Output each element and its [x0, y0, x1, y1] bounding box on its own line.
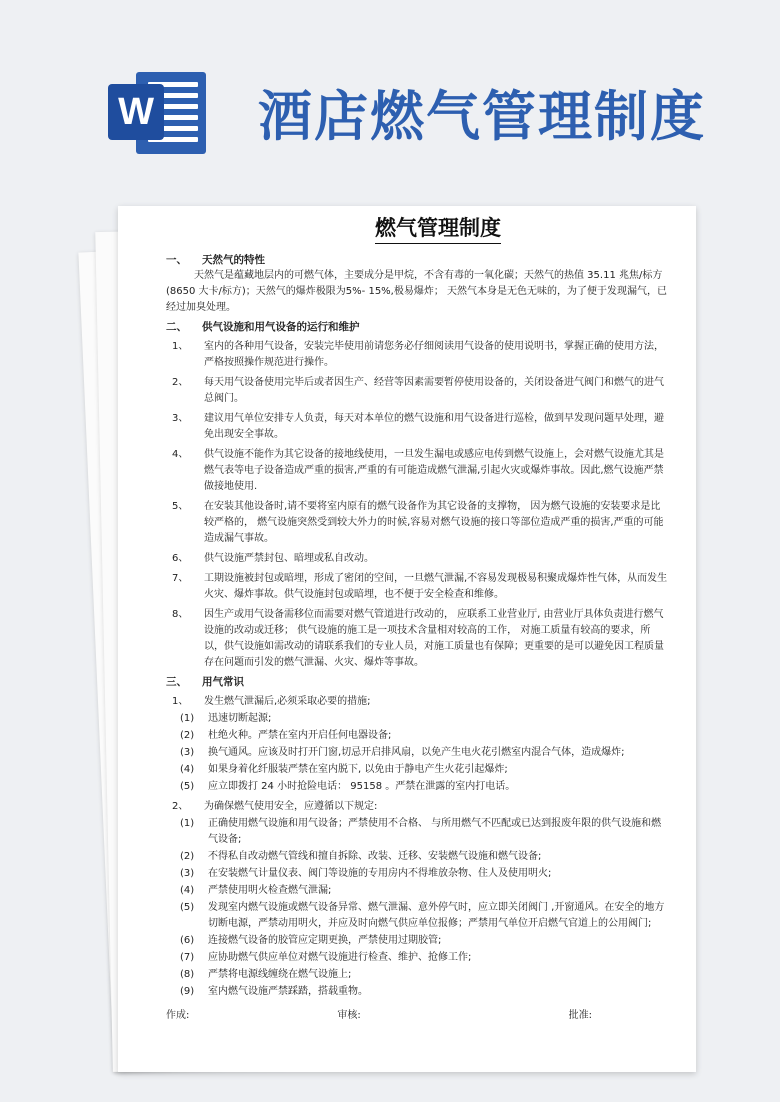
list-item: 3、 建议用气单位安排专人负责，每天对本单位的燃气设施和用气设备进行巡检，做到早发现问题早处理，避免出现安全事故。 [172, 413, 664, 440]
list-item: 4、 供气设施不能作为其它设备的接地线使用，一旦发生漏电或感应电传到燃气设施上，会对燃气设施尤其是燃气表等电子设备造成严重的损害,严重的有可能造成燃气泄漏,引起火灾或爆炸事故。因此,燃气设施严禁做接地使用. [172, 449, 664, 492]
document-page [118, 206, 696, 1072]
list-item: 6、 供气设施严禁封包、暗埋或私自改动。 [172, 553, 374, 564]
author-label: 作成: [166, 1010, 190, 1021]
list-item: 2、 为确保燃气使用安全，应遵循以下规定: [172, 801, 378, 812]
sub-item: (2) 杜绝火种。严禁在室内开启任何电器设备; [180, 730, 392, 741]
sub-item: (4) 如果身着化纤服装严禁在室内脱下, 以免由于静电产生火花引起爆炸; [180, 764, 508, 775]
sub-item: (1) 迅速切断起源; [180, 713, 272, 724]
list-item: 2、 每天用气设备使用完毕后或者因生产、经营等因素需要暂停使用设备的，关闭设备进气阀门和燃气的进气总阀门。 [172, 377, 664, 404]
list-item: 8、 因生产或用气设备需移位而需要对燃气管道进行改动的， 应联系工业营业厅, 由营业厅具体负责进行燃气设施的改动或迁移； 供气设施的施工是一项技术含量相对较高的工作， 对施工质量有较高的要求，所以，供气设施如需改动的请联系我们的专业人员，对施工质量也有保障；更重要的是可以避免因工程质量存在问题而引发的燃气泄漏、火灾、爆炸等事故。 [172, 609, 664, 668]
section-heading: 二、 供气设施和用气设备的运行和维护 [166, 321, 360, 333]
list-item: 7、 工期设施被封包或暗埋，形成了密闭的空间，一旦燃气泄漏,不容易发现极易积聚成爆炸性气体，从而发生火灾、爆炸事故。供气设施封包或暗埋，也不便于安全检查和维修。 [172, 573, 668, 600]
banner [0, 0, 780, 200]
sub-item: (4) 严禁使用明火检查燃气泄漏; [180, 885, 332, 896]
document-title: 燃气管理制度 [166, 220, 670, 236]
approve-label: 批准: [568, 1010, 593, 1021]
section-heading: 三、 用气常识 [166, 676, 244, 688]
sub-item: (1) 正确使用燃气设施和用气设备；严禁使用不合格、 与所用燃气不匹配或已达到报废年限的供气设施和燃气设备; [180, 818, 662, 845]
sub-item: (8) 严禁将电源线缠绕在燃气设施上; [180, 969, 352, 980]
signature-footer [166, 1008, 670, 1024]
list-item: 1、 发生燃气泄漏后,必须采取必要的措施; [172, 696, 371, 707]
sub-item: (5) 应立即拨打 24 小时抢险电话： 95158 。严禁在泄露的室内打电话。 [180, 781, 516, 792]
word-logo-letter: W [108, 84, 164, 140]
sub-item: (9) 室内燃气设施严禁踩踏，搭载重物。 [180, 986, 368, 997]
section-heading: 一、 天然气的特性 [166, 254, 265, 266]
sub-item: (3) 换气通风。应该及时打开门窗,切忌开启排风扇，以免产生电火花引燃室内混合气体，造成爆炸; [180, 747, 625, 758]
list-item: 5、 在安装其他设备时,请不要将室内原有的燃气设备作为其它设备的支撑物， 因为燃气设施的安装要求是比较严格的， 燃气设施突然受到较大外力的时候,容易对燃气设施的接口等部位造成严重的损害,严重的可能造成漏气事故。 [172, 501, 664, 544]
sub-item: (2) 不得私自改动燃气管线和擅自拆除、改装、迁移、安装燃气设施和燃气设备; [180, 851, 542, 862]
sub-item: (3) 在安装燃气计量仪表、阀门等设施的专用房内不得堆放杂物、住人及使用明火; [180, 868, 552, 879]
paragraph: 天然气是蕴藏地层内的可燃气体，主要成分是甲烷，不含有毒的一氧化碳；天然气的热值 35.11 兆焦/标方(8650 大卡/标方)；天然气的爆炸极限为5%- 15%,极易爆炸； 天然气本身是无色无味的，为了便于发现漏气，已经过加臭处理。 [166, 270, 668, 313]
sub-item: (5) 发现室内燃气设施或燃气设备异常、燃气泄漏、意外停气时，应立即关闭阀门 ,开窗通风。在安全的地方切断电源，严禁动用明火，并应及时向燃气供应单位报修；严禁用气单位开启燃气官道上的公用阀门; [180, 902, 665, 929]
banner-title: 酒店燃气管理制度 [258, 85, 706, 148]
word-icon [108, 66, 208, 158]
sub-item: (6) 连接燃气设备的胶管应定期更换，严禁使用过期胶管; [180, 935, 442, 946]
list-item: 1、 室内的各种用气设备，安装完毕使用前请您务必仔细阅读用气设备的使用说明书，掌握正确的使用方法，严格按照操作规范进行操作。 [172, 341, 664, 368]
sub-item: (7) 应协助燃气供应单位对燃气设施进行检查、维护、抢修工作; [180, 952, 472, 963]
review-label: 审核: [337, 1010, 361, 1021]
